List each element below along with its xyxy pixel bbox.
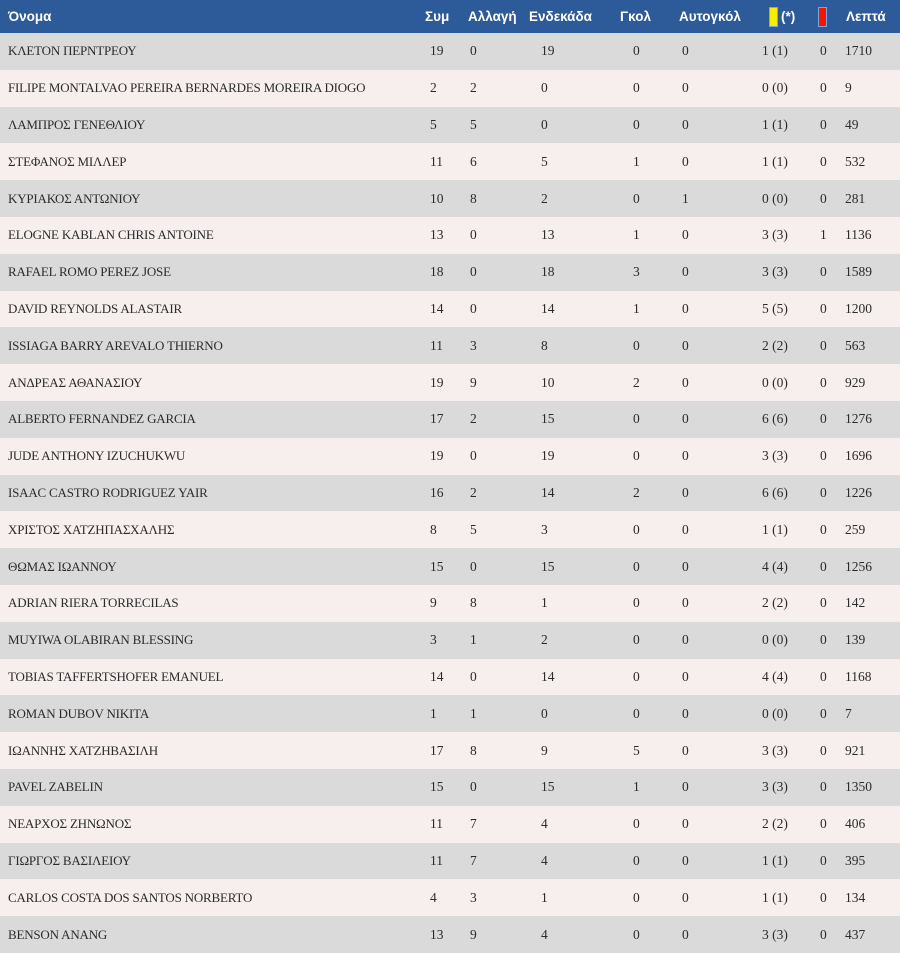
minutes-cell: 281 — [845, 190, 866, 206]
player-name-cell: ΚΛΕΤΟΝ ΠΕΡΝΤΡΕΟΥ — [8, 43, 137, 59]
appearances-cell: 8 — [430, 521, 437, 537]
table-row[interactable] — [0, 107, 900, 144]
own-goals-cell: 0 — [682, 337, 689, 353]
red-cards-cell: 0 — [820, 448, 827, 464]
substitutions-cell: 0 — [470, 779, 477, 795]
yellow-cards-cell: 0 (0) — [762, 190, 788, 206]
col-header-minutes: Λεπτά — [846, 9, 886, 24]
yellow-cards-cell: 6 (6) — [762, 411, 788, 427]
starting-eleven-cell: 1 — [541, 889, 548, 905]
minutes-cell: 437 — [845, 926, 866, 942]
red-cards-cell: 0 — [820, 411, 827, 427]
player-name-cell: PAVEL ZABELIN — [8, 779, 103, 795]
goals-cell: 0 — [633, 80, 640, 96]
table-row[interactable] — [0, 769, 900, 806]
substitutions-cell: 0 — [470, 448, 477, 464]
player-name-cell: ΓΙΩΡΓΟΣ ΒΑΣΙΛΕΙΟΥ — [8, 852, 131, 868]
appearances-cell: 5 — [430, 116, 437, 132]
table-body — [0, 33, 900, 953]
starting-eleven-cell: 2 — [541, 190, 548, 206]
substitutions-cell: 0 — [470, 668, 477, 684]
own-goals-cell: 0 — [682, 742, 689, 758]
player-name-cell: ΑΝΔΡΕΑΣ ΑΘΑΝΑΣΙΟΥ — [8, 374, 143, 390]
minutes-cell: 1256 — [845, 558, 872, 574]
goals-cell: 0 — [633, 411, 640, 427]
own-goals-cell: 0 — [682, 43, 689, 59]
table-row[interactable] — [0, 401, 900, 438]
red-cards-cell: 0 — [820, 374, 827, 390]
minutes-cell: 921 — [845, 742, 866, 758]
player-name-cell: ΝΕΑΡΧΟΣ ΖΗΝΩΝΟΣ — [8, 816, 132, 832]
red-cards-cell: 0 — [820, 300, 827, 316]
col-header-own-goals: Αυτογκόλ — [679, 9, 741, 24]
goals-cell: 1 — [633, 300, 640, 316]
substitutions-cell: 2 — [470, 411, 477, 427]
table-row[interactable] — [0, 327, 900, 364]
minutes-cell: 1696 — [845, 448, 872, 464]
starting-eleven-cell: 15 — [541, 558, 555, 574]
yellow-cards-cell: 1 (1) — [762, 116, 788, 132]
starting-eleven-cell: 3 — [541, 521, 548, 537]
appearances-cell: 19 — [430, 43, 444, 59]
appearances-cell: 3 — [430, 632, 437, 648]
own-goals-cell: 0 — [682, 227, 689, 243]
starting-eleven-cell: 14 — [541, 484, 555, 500]
appearances-cell: 17 — [430, 742, 444, 758]
yellow-cards-cell: 1 (1) — [762, 521, 788, 537]
starting-eleven-cell: 13 — [541, 227, 555, 243]
appearances-cell: 19 — [430, 374, 444, 390]
substitutions-cell: 5 — [470, 521, 477, 537]
table-row[interactable] — [0, 364, 900, 401]
player-name-cell: ΛΑΜΠΡΟΣ ΓΕΝΕΘΛΙΟΥ — [8, 116, 146, 132]
table-row[interactable] — [0, 806, 900, 843]
table-row[interactable] — [0, 548, 900, 585]
red-cards-cell: 0 — [820, 43, 827, 59]
minutes-cell: 1589 — [845, 264, 872, 280]
col-header-appearances: Συμ — [425, 9, 450, 24]
yellow-cards-cell: 5 (5) — [762, 300, 788, 316]
goals-cell: 5 — [633, 742, 640, 758]
own-goals-cell: 0 — [682, 484, 689, 500]
appearances-cell: 4 — [430, 889, 437, 905]
own-goals-cell: 0 — [682, 411, 689, 427]
goals-cell: 0 — [633, 558, 640, 574]
yellow-cards-cell: 0 (0) — [762, 80, 788, 96]
starting-eleven-cell: 19 — [541, 43, 555, 59]
substitutions-cell: 3 — [470, 337, 477, 353]
substitutions-cell: 6 — [470, 153, 477, 169]
col-header-goals: Γκολ — [620, 9, 651, 24]
col-header-name: Όνομα — [8, 9, 52, 24]
minutes-cell: 142 — [845, 595, 866, 611]
yellow-cards-cell: 4 (4) — [762, 558, 788, 574]
own-goals-cell: 0 — [682, 852, 689, 868]
yellow-cards-cell: 1 (1) — [762, 43, 788, 59]
red-cards-cell: 0 — [820, 264, 827, 280]
yellow-cards-cell: 2 (2) — [762, 337, 788, 353]
player-name-cell: JUDE ANTHONY IZUCHUKWU — [8, 448, 186, 464]
appearances-cell: 14 — [430, 300, 444, 316]
minutes-cell: 1168 — [845, 668, 872, 684]
substitutions-cell: 1 — [470, 632, 477, 648]
minutes-cell: 1226 — [845, 484, 872, 500]
yellow-cards-cell: 1 (1) — [762, 889, 788, 905]
own-goals-cell: 0 — [682, 374, 689, 390]
starting-eleven-cell: 19 — [541, 448, 555, 464]
table-row[interactable] — [0, 659, 900, 696]
yellow-cards-cell: 3 (3) — [762, 227, 788, 243]
goals-cell: 3 — [633, 264, 640, 280]
appearances-cell: 2 — [430, 80, 437, 96]
goals-cell: 0 — [633, 668, 640, 684]
appearances-cell: 1 — [430, 705, 437, 721]
starting-eleven-cell: 10 — [541, 374, 555, 390]
goals-cell: 0 — [633, 43, 640, 59]
col-header-yellow-cards — [762, 0, 818, 33]
own-goals-cell: 0 — [682, 668, 689, 684]
goals-cell: 0 — [633, 926, 640, 942]
table-row[interactable] — [0, 843, 900, 880]
yellow-card-header-label: (*) — [781, 9, 796, 24]
minutes-cell: 1710 — [845, 43, 872, 59]
player-name-cell: BENSON ANANG — [8, 926, 108, 942]
goals-cell: 1 — [633, 779, 640, 795]
starting-eleven-cell: 2 — [541, 632, 548, 648]
substitutions-cell: 0 — [470, 558, 477, 574]
substitutions-cell: 0 — [470, 300, 477, 316]
red-cards-cell: 0 — [820, 153, 827, 169]
yellow-cards-cell: 0 (0) — [762, 705, 788, 721]
player-name-cell: ELOGNE KABLAN CHRIS ANTOINE — [8, 227, 214, 243]
yellow-cards-cell: 1 (1) — [762, 153, 788, 169]
starting-eleven-cell: 0 — [541, 705, 548, 721]
own-goals-cell: 0 — [682, 80, 689, 96]
own-goals-cell: 0 — [682, 264, 689, 280]
red-cards-cell: 0 — [820, 484, 827, 500]
player-name-cell: ΧΡΙΣΤΟΣ ΧΑΤΖΗΠΑΣΧΑΛΗΣ — [8, 521, 175, 537]
player-name-cell: ΣΤΕΦΑΝΟΣ ΜΙΛΛΕΡ — [8, 153, 127, 169]
minutes-cell: 259 — [845, 521, 866, 537]
minutes-cell: 134 — [845, 889, 866, 905]
table-row[interactable] — [0, 438, 900, 475]
appearances-cell: 11 — [430, 337, 443, 353]
minutes-cell: 395 — [845, 852, 866, 868]
appearances-cell: 11 — [430, 852, 443, 868]
starting-eleven-cell: 18 — [541, 264, 555, 280]
starting-eleven-cell: 4 — [541, 852, 548, 868]
table-row[interactable] — [0, 622, 900, 659]
goals-cell: 0 — [633, 632, 640, 648]
yellow-cards-cell: 4 (4) — [762, 668, 788, 684]
substitutions-cell: 8 — [470, 742, 477, 758]
red-cards-cell: 0 — [820, 116, 827, 132]
own-goals-cell: 0 — [682, 705, 689, 721]
yellow-cards-cell: 3 (3) — [762, 926, 788, 942]
yellow-cards-cell: 0 (0) — [762, 632, 788, 648]
red-cards-cell: 0 — [820, 889, 827, 905]
table-row[interactable] — [0, 585, 900, 622]
starting-eleven-cell: 0 — [541, 116, 548, 132]
yellow-cards-cell: 2 (2) — [762, 816, 788, 832]
player-name-cell: FILIPE MONTALVAO PEREIRA BERNARDES MOREIRA DIOGO — [8, 80, 366, 96]
substitutions-cell: 2 — [470, 484, 477, 500]
goals-cell: 1 — [633, 227, 640, 243]
starting-eleven-cell: 15 — [541, 779, 555, 795]
yellow-cards-cell: 3 (3) — [762, 742, 788, 758]
player-name-cell: CARLOS COSTA DOS SANTOS NORBERTO — [8, 889, 253, 905]
red-card-icon — [818, 7, 827, 27]
yellow-cards-cell: 3 (3) — [762, 264, 788, 280]
red-cards-cell: 0 — [820, 521, 827, 537]
table-row[interactable] — [0, 695, 900, 732]
minutes-cell: 563 — [845, 337, 866, 353]
player-name-cell: RAFAEL ROMO PEREZ JOSE — [8, 264, 171, 280]
appearances-cell: 16 — [430, 484, 444, 500]
red-cards-cell: 0 — [820, 852, 827, 868]
substitutions-cell: 0 — [470, 43, 477, 59]
table-row[interactable] — [0, 33, 900, 70]
minutes-cell: 1350 — [845, 779, 872, 795]
goals-cell: 1 — [633, 153, 640, 169]
table-row[interactable] — [0, 511, 900, 548]
red-cards-cell: 0 — [820, 926, 827, 942]
goals-cell: 0 — [633, 705, 640, 721]
substitutions-cell: 7 — [470, 816, 477, 832]
goals-cell: 0 — [633, 816, 640, 832]
own-goals-cell: 0 — [682, 521, 689, 537]
appearances-cell: 15 — [430, 558, 444, 574]
red-cards-cell: 0 — [820, 337, 827, 353]
appearances-cell: 15 — [430, 779, 444, 795]
goals-cell: 0 — [633, 889, 640, 905]
red-cards-cell: 0 — [820, 816, 827, 832]
red-cards-cell: 0 — [820, 190, 827, 206]
own-goals-cell: 0 — [682, 153, 689, 169]
table-row[interactable] — [0, 475, 900, 512]
red-cards-cell: 0 — [820, 779, 827, 795]
substitutions-cell: 7 — [470, 852, 477, 868]
starting-eleven-cell: 4 — [541, 816, 548, 832]
own-goals-cell: 0 — [682, 116, 689, 132]
starting-eleven-cell: 1 — [541, 595, 548, 611]
red-cards-cell: 0 — [820, 632, 827, 648]
yellow-card-icon — [769, 7, 778, 27]
substitutions-cell: 9 — [470, 926, 477, 942]
yellow-cards-cell: 3 (3) — [762, 779, 788, 795]
goals-cell: 0 — [633, 595, 640, 611]
starting-eleven-cell: 14 — [541, 668, 555, 684]
minutes-cell: 49 — [845, 116, 859, 132]
goals-cell: 2 — [633, 484, 640, 500]
own-goals-cell: 0 — [682, 816, 689, 832]
red-cards-cell: 0 — [820, 668, 827, 684]
substitutions-cell: 2 — [470, 80, 477, 96]
substitutions-cell: 9 — [470, 374, 477, 390]
own-goals-cell: 0 — [682, 779, 689, 795]
starting-eleven-cell: 5 — [541, 153, 548, 169]
appearances-cell: 17 — [430, 411, 444, 427]
goals-cell: 0 — [633, 116, 640, 132]
substitutions-cell: 3 — [470, 889, 477, 905]
red-cards-cell: 0 — [820, 558, 827, 574]
player-name-cell: ALBERTO FERNANDEZ GARCIA — [8, 411, 196, 427]
starting-eleven-cell: 0 — [541, 80, 548, 96]
appearances-cell: 11 — [430, 816, 443, 832]
appearances-cell: 11 — [430, 153, 443, 169]
minutes-cell: 1136 — [845, 227, 872, 243]
player-name-cell: ΙΩΑΝΝΗΣ ΧΑΤΖΗΒΑΣΙΛΗ — [8, 742, 158, 758]
goals-cell: 0 — [633, 448, 640, 464]
minutes-cell: 7 — [845, 705, 852, 721]
red-cards-cell: 0 — [820, 742, 827, 758]
yellow-cards-cell: 0 (0) — [762, 374, 788, 390]
substitutions-cell: 0 — [470, 227, 477, 243]
minutes-cell: 406 — [845, 816, 866, 832]
table-row[interactable] — [0, 217, 900, 254]
own-goals-cell: 0 — [682, 448, 689, 464]
own-goals-cell: 0 — [682, 889, 689, 905]
minutes-cell: 139 — [845, 632, 866, 648]
table-row[interactable] — [0, 916, 900, 953]
table-row[interactable] — [0, 143, 900, 180]
goals-cell: 0 — [633, 190, 640, 206]
table-row[interactable] — [0, 732, 900, 769]
own-goals-cell: 0 — [682, 558, 689, 574]
col-header-substitutions: Αλλαγή — [468, 9, 517, 24]
own-goals-cell: 0 — [682, 632, 689, 648]
substitutions-cell: 0 — [470, 264, 477, 280]
player-name-cell: ISSIAGA BARRY AREVALO THIERNO — [8, 337, 223, 353]
appearances-cell: 13 — [430, 227, 444, 243]
table-row[interactable] — [0, 879, 900, 916]
goals-cell: 0 — [633, 521, 640, 537]
goals-cell: 0 — [633, 337, 640, 353]
red-cards-cell: 0 — [820, 595, 827, 611]
appearances-cell: 19 — [430, 448, 444, 464]
yellow-cards-cell: 2 (2) — [762, 595, 788, 611]
substitutions-cell: 1 — [470, 705, 477, 721]
appearances-cell: 9 — [430, 595, 437, 611]
starting-eleven-cell: 14 — [541, 300, 555, 316]
yellow-cards-cell: 3 (3) — [762, 448, 788, 464]
table-row[interactable] — [0, 180, 900, 217]
own-goals-cell: 0 — [682, 926, 689, 942]
col-header-red-cards — [818, 0, 845, 33]
minutes-cell: 929 — [845, 374, 866, 390]
table-row[interactable] — [0, 291, 900, 328]
red-cards-cell: 1 — [820, 227, 827, 243]
player-name-cell: ΘΩΜΑΣ ΙΩΑΝΝΟΥ — [8, 558, 117, 574]
substitutions-cell: 5 — [470, 116, 477, 132]
own-goals-cell: 0 — [682, 300, 689, 316]
starting-eleven-cell: 8 — [541, 337, 548, 353]
player-name-cell: ADRIAN RIERA TORRECILAS — [8, 595, 179, 611]
goals-cell: 0 — [633, 852, 640, 868]
player-name-cell: ROMAN DUBOV NIKITA — [8, 705, 150, 721]
minutes-cell: 9 — [845, 80, 852, 96]
substitutions-cell: 8 — [470, 190, 477, 206]
appearances-cell: 10 — [430, 190, 444, 206]
player-name-cell: ΚΥΡΙΑΚΟΣ ΑΝΤΩΝΙΟΥ — [8, 190, 141, 206]
player-name-cell: DAVID REYNOLDS ALASTAIR — [8, 300, 182, 316]
starting-eleven-cell: 4 — [541, 926, 548, 942]
table-header-row — [0, 0, 900, 33]
red-cards-cell: 0 — [820, 80, 827, 96]
appearances-cell: 14 — [430, 668, 444, 684]
red-cards-cell: 0 — [820, 705, 827, 721]
starting-eleven-cell: 15 — [541, 411, 555, 427]
appearances-cell: 13 — [430, 926, 444, 942]
player-name-cell: TOBIAS TAFFERTSHOFER EMANUEL — [8, 668, 224, 684]
yellow-cards-cell: 6 (6) — [762, 484, 788, 500]
yellow-cards-cell: 1 (1) — [762, 852, 788, 868]
player-name-cell: ISAAC CASTRO RODRIGUEZ YAIR — [8, 484, 208, 500]
minutes-cell: 1276 — [845, 411, 872, 427]
player-name-cell: MUYIWA OLABIRAN BLESSING — [8, 632, 194, 648]
goals-cell: 2 — [633, 374, 640, 390]
minutes-cell: 532 — [845, 153, 866, 169]
col-header-starting-eleven: Ενδεκάδα — [529, 9, 592, 24]
substitutions-cell: 8 — [470, 595, 477, 611]
own-goals-cell: 0 — [682, 595, 689, 611]
minutes-cell: 1200 — [845, 300, 872, 316]
appearances-cell: 18 — [430, 264, 444, 280]
starting-eleven-cell: 9 — [541, 742, 548, 758]
table-row[interactable] — [0, 254, 900, 291]
table-row[interactable] — [0, 70, 900, 107]
own-goals-cell: 1 — [682, 190, 689, 206]
